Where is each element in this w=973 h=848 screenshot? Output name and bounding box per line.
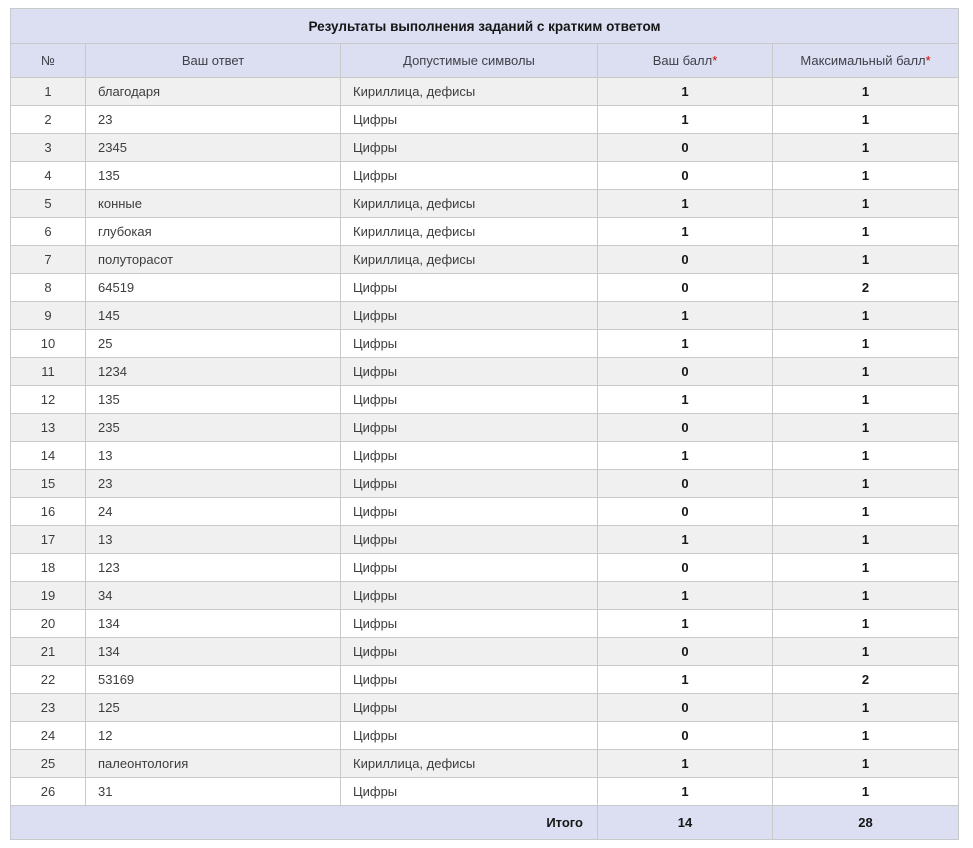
cell-max-score: 1 [773, 526, 959, 554]
cell-answer: конные [86, 190, 341, 218]
cell-number: 5 [11, 190, 86, 218]
cell-number: 9 [11, 302, 86, 330]
cell-score: 1 [598, 78, 773, 106]
cell-max-score: 1 [773, 750, 959, 778]
table-row [11, 526, 959, 554]
cell-score: 0 [598, 134, 773, 162]
cell-max-score: 1 [773, 582, 959, 610]
column-header-label: Ваш ответ [181, 53, 245, 68]
cell-answer: 13 [86, 526, 341, 554]
cell-allowed-symbols: Цифры [341, 442, 598, 470]
cell-allowed-symbols: Цифры [341, 526, 598, 554]
cell-answer: глубокая [86, 218, 341, 246]
cell-answer: 34 [86, 582, 341, 610]
table-header-row [11, 44, 959, 78]
cell-max-score: 1 [773, 470, 959, 498]
cell-score: 0 [598, 722, 773, 750]
cell-allowed-symbols: Цифры [341, 162, 598, 190]
table-row [11, 302, 959, 330]
cell-max-score: 1 [773, 218, 959, 246]
table-row [11, 134, 959, 162]
cell-allowed-symbols: Цифры [341, 386, 598, 414]
cell-max-score: 1 [773, 330, 959, 358]
cell-number: 2 [11, 106, 86, 134]
cell-max-score: 1 [773, 162, 959, 190]
cell-max-score: 1 [773, 610, 959, 638]
table-title-row [11, 9, 959, 44]
table-row [11, 582, 959, 610]
cell-score: 0 [598, 694, 773, 722]
cell-score: 1 [598, 386, 773, 414]
table-row [11, 470, 959, 498]
table-row [11, 274, 959, 302]
table-row [11, 778, 959, 806]
table-row [11, 666, 959, 694]
cell-number: 23 [11, 694, 86, 722]
cell-max-score: 1 [773, 386, 959, 414]
cell-max-score: 1 [773, 778, 959, 806]
total-max-value: 28 [773, 806, 959, 840]
cell-score: 0 [598, 470, 773, 498]
column-header-label: Максимальный балл [800, 53, 926, 68]
cell-score: 0 [598, 414, 773, 442]
cell-number: 12 [11, 386, 86, 414]
cell-allowed-symbols: Цифры [341, 470, 598, 498]
cell-number: 21 [11, 638, 86, 666]
table-row [11, 610, 959, 638]
column-header-allowed-symbols [341, 44, 598, 78]
cell-answer: 53169 [86, 666, 341, 694]
cell-max-score: 1 [773, 414, 959, 442]
cell-answer: 134 [86, 638, 341, 666]
column-header-number [11, 44, 86, 78]
cell-answer: 235 [86, 414, 341, 442]
cell-score: 0 [598, 554, 773, 582]
total-label: Итого [11, 806, 598, 840]
cell-allowed-symbols: Цифры [341, 778, 598, 806]
cell-answer: 24 [86, 498, 341, 526]
cell-score: 0 [598, 162, 773, 190]
cell-max-score: 1 [773, 190, 959, 218]
cell-max-score: 2 [773, 666, 959, 694]
table-row [11, 414, 959, 442]
cell-allowed-symbols: Кириллица, дефисы [341, 750, 598, 778]
cell-score: 1 [598, 106, 773, 134]
cell-score: 0 [598, 638, 773, 666]
cell-answer: 13 [86, 442, 341, 470]
cell-allowed-symbols: Цифры [341, 134, 598, 162]
cell-score: 1 [598, 666, 773, 694]
cell-number: 3 [11, 134, 86, 162]
cell-score: 1 [598, 610, 773, 638]
cell-number: 14 [11, 442, 86, 470]
table-row [11, 694, 959, 722]
cell-answer: 12 [86, 722, 341, 750]
cell-answer: полуторасот [86, 246, 341, 274]
cell-answer: 135 [86, 386, 341, 414]
cell-score: 1 [598, 582, 773, 610]
table-row [11, 358, 959, 386]
cell-allowed-symbols: Цифры [341, 610, 598, 638]
cell-max-score: 1 [773, 694, 959, 722]
table-row [11, 330, 959, 358]
cell-answer: 31 [86, 778, 341, 806]
cell-number: 15 [11, 470, 86, 498]
cell-number: 8 [11, 274, 86, 302]
cell-max-score: 1 [773, 722, 959, 750]
cell-number: 11 [11, 358, 86, 386]
column-header-answer [86, 44, 341, 78]
cell-answer: 23 [86, 470, 341, 498]
table-row [11, 638, 959, 666]
cell-number: 24 [11, 722, 86, 750]
cell-score: 1 [598, 302, 773, 330]
required-asterisk: * [925, 53, 931, 68]
cell-allowed-symbols: Цифры [341, 582, 598, 610]
table-row [11, 218, 959, 246]
table-footer-row [11, 806, 959, 840]
cell-number: 25 [11, 750, 86, 778]
cell-allowed-symbols: Кириллица, дефисы [341, 246, 598, 274]
cell-number: 20 [11, 610, 86, 638]
table-row [11, 190, 959, 218]
column-header-label: Допустимые символы [403, 53, 535, 68]
cell-allowed-symbols: Цифры [341, 358, 598, 386]
total-score-value: 14 [598, 806, 773, 840]
cell-score: 0 [598, 274, 773, 302]
cell-allowed-symbols: Цифры [341, 302, 598, 330]
cell-max-score: 1 [773, 134, 959, 162]
cell-number: 22 [11, 666, 86, 694]
table-row [11, 386, 959, 414]
cell-allowed-symbols: Цифры [341, 414, 598, 442]
table-row [11, 106, 959, 134]
table-row [11, 442, 959, 470]
cell-max-score: 1 [773, 638, 959, 666]
cell-answer: 145 [86, 302, 341, 330]
cell-score: 1 [598, 778, 773, 806]
cell-max-score: 2 [773, 274, 959, 302]
cell-allowed-symbols: Цифры [341, 666, 598, 694]
cell-max-score: 1 [773, 498, 959, 526]
cell-answer: 123 [86, 554, 341, 582]
column-header-label: № [41, 53, 55, 68]
cell-answer: 2345 [86, 134, 341, 162]
table-row [11, 554, 959, 582]
column-header-your-score [598, 44, 773, 78]
cell-score: 1 [598, 190, 773, 218]
cell-answer: 1234 [86, 358, 341, 386]
cell-number: 4 [11, 162, 86, 190]
table-body [11, 78, 959, 806]
cell-score: 0 [598, 498, 773, 526]
cell-max-score: 1 [773, 106, 959, 134]
cell-answer: 23 [86, 106, 341, 134]
cell-allowed-symbols: Цифры [341, 274, 598, 302]
required-asterisk: * [712, 53, 718, 68]
cell-max-score: 1 [773, 358, 959, 386]
cell-number: 7 [11, 246, 86, 274]
cell-score: 1 [598, 526, 773, 554]
cell-allowed-symbols: Кириллица, дефисы [341, 190, 598, 218]
table-row [11, 162, 959, 190]
cell-score: 0 [598, 358, 773, 386]
cell-number: 26 [11, 778, 86, 806]
cell-allowed-symbols: Цифры [341, 330, 598, 358]
cell-number: 6 [11, 218, 86, 246]
cell-number: 16 [11, 498, 86, 526]
cell-answer: благодаря [86, 78, 341, 106]
cell-allowed-symbols: Цифры [341, 554, 598, 582]
cell-number: 17 [11, 526, 86, 554]
cell-score: 0 [598, 246, 773, 274]
cell-number: 10 [11, 330, 86, 358]
column-header-label: Ваш балл [652, 53, 713, 68]
cell-number: 19 [11, 582, 86, 610]
cell-answer: 64519 [86, 274, 341, 302]
results-table [10, 8, 959, 840]
cell-answer: 134 [86, 610, 341, 638]
table-row [11, 722, 959, 750]
cell-score: 1 [598, 330, 773, 358]
cell-answer: 125 [86, 694, 341, 722]
cell-max-score: 1 [773, 554, 959, 582]
cell-allowed-symbols: Цифры [341, 498, 598, 526]
cell-allowed-symbols: Цифры [341, 694, 598, 722]
cell-number: 18 [11, 554, 86, 582]
cell-score: 1 [598, 442, 773, 470]
cell-allowed-symbols: Цифры [341, 638, 598, 666]
cell-allowed-symbols: Кириллица, дефисы [341, 78, 598, 106]
cell-max-score: 1 [773, 442, 959, 470]
table-row [11, 498, 959, 526]
cell-allowed-symbols: Цифры [341, 722, 598, 750]
cell-max-score: 1 [773, 78, 959, 106]
cell-answer: палеонтология [86, 750, 341, 778]
cell-max-score: 1 [773, 246, 959, 274]
table-title: Результаты выполнения заданий с кратким ответом [11, 9, 959, 44]
table-row [11, 750, 959, 778]
column-header-max-score [773, 44, 959, 78]
cell-allowed-symbols: Цифры [341, 106, 598, 134]
cell-answer: 25 [86, 330, 341, 358]
cell-allowed-symbols: Кириллица, дефисы [341, 218, 598, 246]
cell-score: 1 [598, 218, 773, 246]
table-row [11, 246, 959, 274]
cell-answer: 135 [86, 162, 341, 190]
cell-score: 1 [598, 750, 773, 778]
cell-number: 1 [11, 78, 86, 106]
table-row [11, 78, 959, 106]
cell-number: 13 [11, 414, 86, 442]
cell-max-score: 1 [773, 302, 959, 330]
